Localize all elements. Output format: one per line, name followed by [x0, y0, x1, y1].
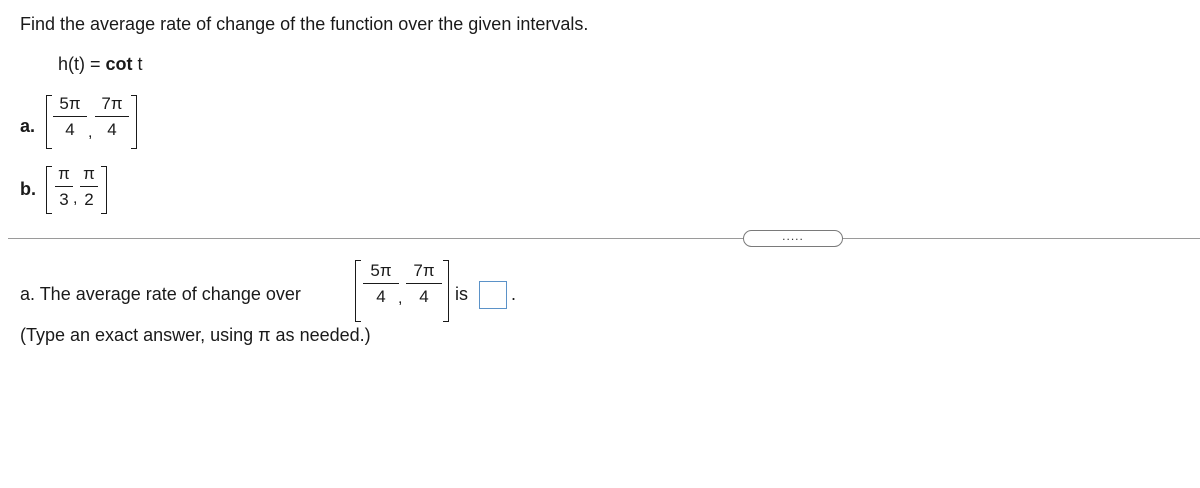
- function-definition: [58, 54, 143, 75]
- fraction-numerator: 7π: [413, 261, 435, 280]
- fraction-bar: [53, 116, 87, 117]
- answer-is-label: is: [455, 284, 468, 304]
- answer-left-fraction: [363, 260, 399, 308]
- part-a-right-fraction: [95, 93, 129, 141]
- part-b-label: b.: [20, 179, 36, 199]
- part-b-left-fraction: [55, 163, 73, 211]
- part-b-left-bracket: [46, 166, 52, 214]
- fraction-bar: [95, 116, 129, 117]
- answer-prompt: a. The average rate of change over: [20, 284, 301, 304]
- more-options-button[interactable]: .....: [743, 230, 843, 247]
- answer-separator: ,: [398, 290, 403, 307]
- fraction-bar: [55, 186, 73, 187]
- fraction-denominator: 4: [107, 120, 117, 139]
- fraction-denominator: 4: [65, 120, 75, 139]
- question-instruction: Find the average rate of change of the function over the given intervals.: [20, 14, 589, 34]
- part-a-left-fraction: [53, 93, 87, 141]
- fraction-bar: [406, 283, 442, 284]
- fraction-numerator: 7π: [101, 94, 123, 113]
- part-a-separator: ,: [88, 124, 93, 141]
- fraction-bar: [363, 283, 399, 284]
- answer-hint: (Type an exact answer, using π as needed.): [20, 325, 371, 345]
- part-b-right-bracket: [101, 166, 107, 214]
- function-lhs: h(t) =: [58, 54, 106, 74]
- fraction-numerator: π: [83, 164, 95, 183]
- answer-input[interactable]: [479, 281, 507, 309]
- part-a-right-bracket: [131, 95, 137, 149]
- part-a-left-bracket: [46, 95, 52, 149]
- answer-right-bracket: [443, 260, 449, 322]
- function-var: t: [137, 54, 143, 74]
- fraction-numerator: 5π: [59, 94, 81, 113]
- fraction-denominator: 2: [84, 190, 94, 209]
- fraction-denominator: 3: [59, 190, 69, 209]
- part-a-label: a.: [20, 116, 36, 136]
- fraction-bar: [80, 186, 98, 187]
- answer-right-fraction: [406, 260, 442, 308]
- fraction-denominator: 4: [376, 287, 386, 306]
- answer-period: .: [511, 284, 517, 304]
- fraction-denominator: 4: [419, 287, 429, 306]
- answer-left-bracket: [355, 260, 361, 322]
- part-b-separator: ,: [73, 190, 78, 207]
- fraction-numerator: 5π: [370, 261, 392, 280]
- fraction-numerator: π: [58, 164, 70, 183]
- function-cot: cot: [105, 54, 133, 74]
- part-b-right-fraction: [80, 163, 98, 211]
- section-divider: [8, 238, 1200, 239]
